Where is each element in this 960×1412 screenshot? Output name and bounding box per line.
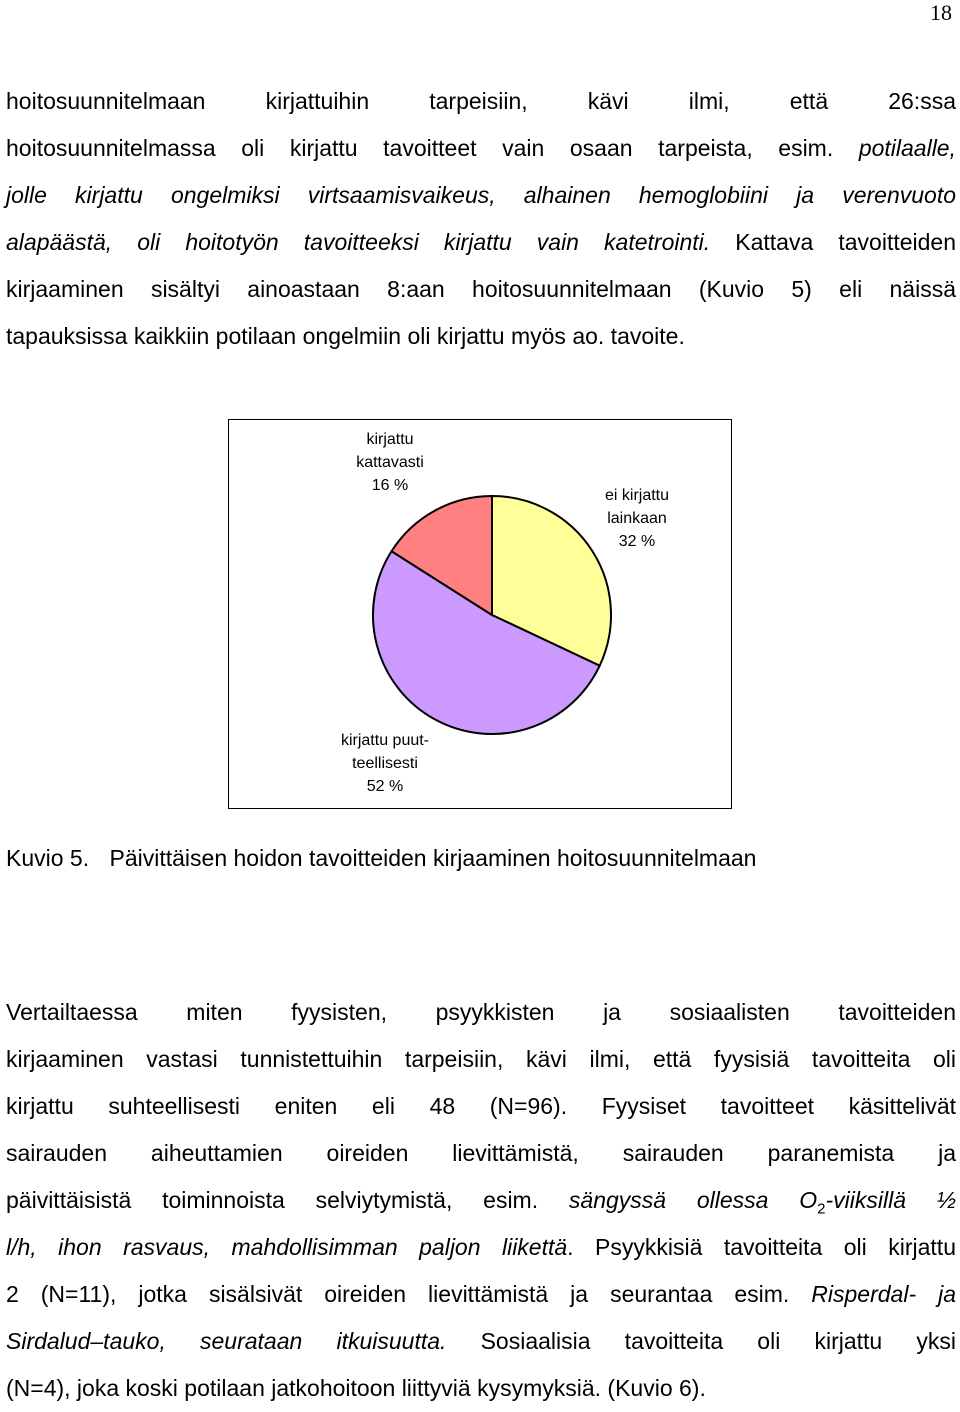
figure-caption (6, 845, 756, 872)
italic-text: jolle kirjattu ongelmiksi virtsaamisvaikeus, alhainen hemoglobiini ja verenvuoto (6, 182, 956, 208)
pie-chart (229, 420, 731, 808)
text-segment: kirjattu suhteellisesti eniten eli 48 (N=96). Fyysiset tavoitteet käsittelivät (6, 1093, 956, 1119)
text-segment: Kattava tavoitteiden (710, 229, 956, 255)
pie-slice-label: ei kirjattu (604, 487, 670, 504)
text-segment: kirjaaminen vastasi tunnistettuihin tarpeisiin, kävi ilmi, että fyysisiä tavoitteita oli (6, 1046, 956, 1072)
pie-slice-label: kirjattu (366, 431, 414, 448)
text-segment: hoitosuunnitelmassa oli kirjattu tavoitteet vain osaan tarpeista, esim. (6, 135, 859, 161)
paragraph-1 (6, 78, 956, 360)
text-segment: Vertailtaessa miten fyysisten, psyykkisten ja sosiaalisten tavoitteiden (6, 999, 956, 1025)
text-segment: (N=4), joka koski potilaan jatkohoitoon liittyviä kysymyksiä. (Kuvio 6). (6, 1375, 706, 1401)
italic-text: potilaalle, (858, 135, 956, 161)
text-line (6, 219, 956, 266)
text-segment: tapauksissa kaikkiin potilaan ongelmiin oli kirjattu myös ao. tavoite. (6, 323, 685, 349)
pie-percent-label: 32 % (618, 533, 656, 550)
text-line (6, 1365, 956, 1412)
pie-slice-label: teellisesti (352, 755, 418, 772)
italic-text: -viiksillä ½ (825, 1187, 956, 1213)
pie-slice-label: kirjattu puut- (340, 732, 430, 749)
page-number: 18 (930, 0, 952, 25)
italic-text: Sirdalud–tauko, seurataan itkuisuutta. (6, 1328, 447, 1354)
text-segment: 2 (N=11), jotka sisälsivät oireiden lievittämistä ja seurantaa esim. (6, 1281, 812, 1307)
text-line (6, 1036, 956, 1083)
text-segment: kirjaaminen sisältyi ainoastaan 8:aan hoitosuunnitelmaan (Kuvio 5) eli näissä (6, 276, 956, 302)
text-line (6, 1083, 956, 1130)
pie-slice-label: lainkaan (607, 510, 667, 527)
italic-text: l/h, ihon rasvaus, mahdollisimman paljon liikettä (6, 1234, 568, 1260)
caption-number: Kuvio 5. (6, 845, 90, 871)
text-line (6, 78, 956, 125)
pie-percent-label: 52 % (366, 778, 404, 795)
text-line (6, 313, 956, 360)
caption-text: Päivittäisen hoidon tavoitteiden kirjaaminen hoitosuunnitelmaan (109, 845, 757, 871)
paragraph-2 (6, 989, 956, 1412)
text-line (6, 125, 956, 172)
text-segment: . Psyykkisiä tavoitteita oli kirjattu (567, 1234, 956, 1260)
text-line (6, 266, 956, 313)
text-segment: päivittäisistä toiminnoista selviytymistä, esim. (6, 1187, 569, 1213)
pie-slice-label: kattavasti (356, 454, 424, 471)
text-segment: hoitosuunnitelmaan kirjattuihin tarpeisiin, kävi ilmi, että 26:ssa (6, 88, 956, 114)
text-segment: Sosiaalisia tavoitteita oli kirjattu yksi (446, 1328, 956, 1354)
italic-text: sängyssä ollessa O (568, 1187, 818, 1213)
text-segment: 2 (817, 1200, 826, 1218)
text-line (6, 1224, 956, 1271)
italic-text: Risperdal- ja (811, 1281, 956, 1307)
text-segment: sairauden aiheuttamien oireiden lievittämistä, sairauden paranemista ja (6, 1140, 956, 1166)
text-line (6, 989, 956, 1036)
text-line (6, 1318, 956, 1365)
text-line (6, 172, 956, 219)
text-line (6, 1130, 956, 1177)
text-line (6, 1271, 956, 1318)
text-line (6, 1177, 956, 1224)
italic-text: alapäästä, oli hoitotyön tavoitteeksi kirjattu vain katetrointi. (6, 229, 711, 255)
pie-chart-frame (228, 419, 732, 809)
pie-percent-label: 16 % (371, 477, 409, 494)
